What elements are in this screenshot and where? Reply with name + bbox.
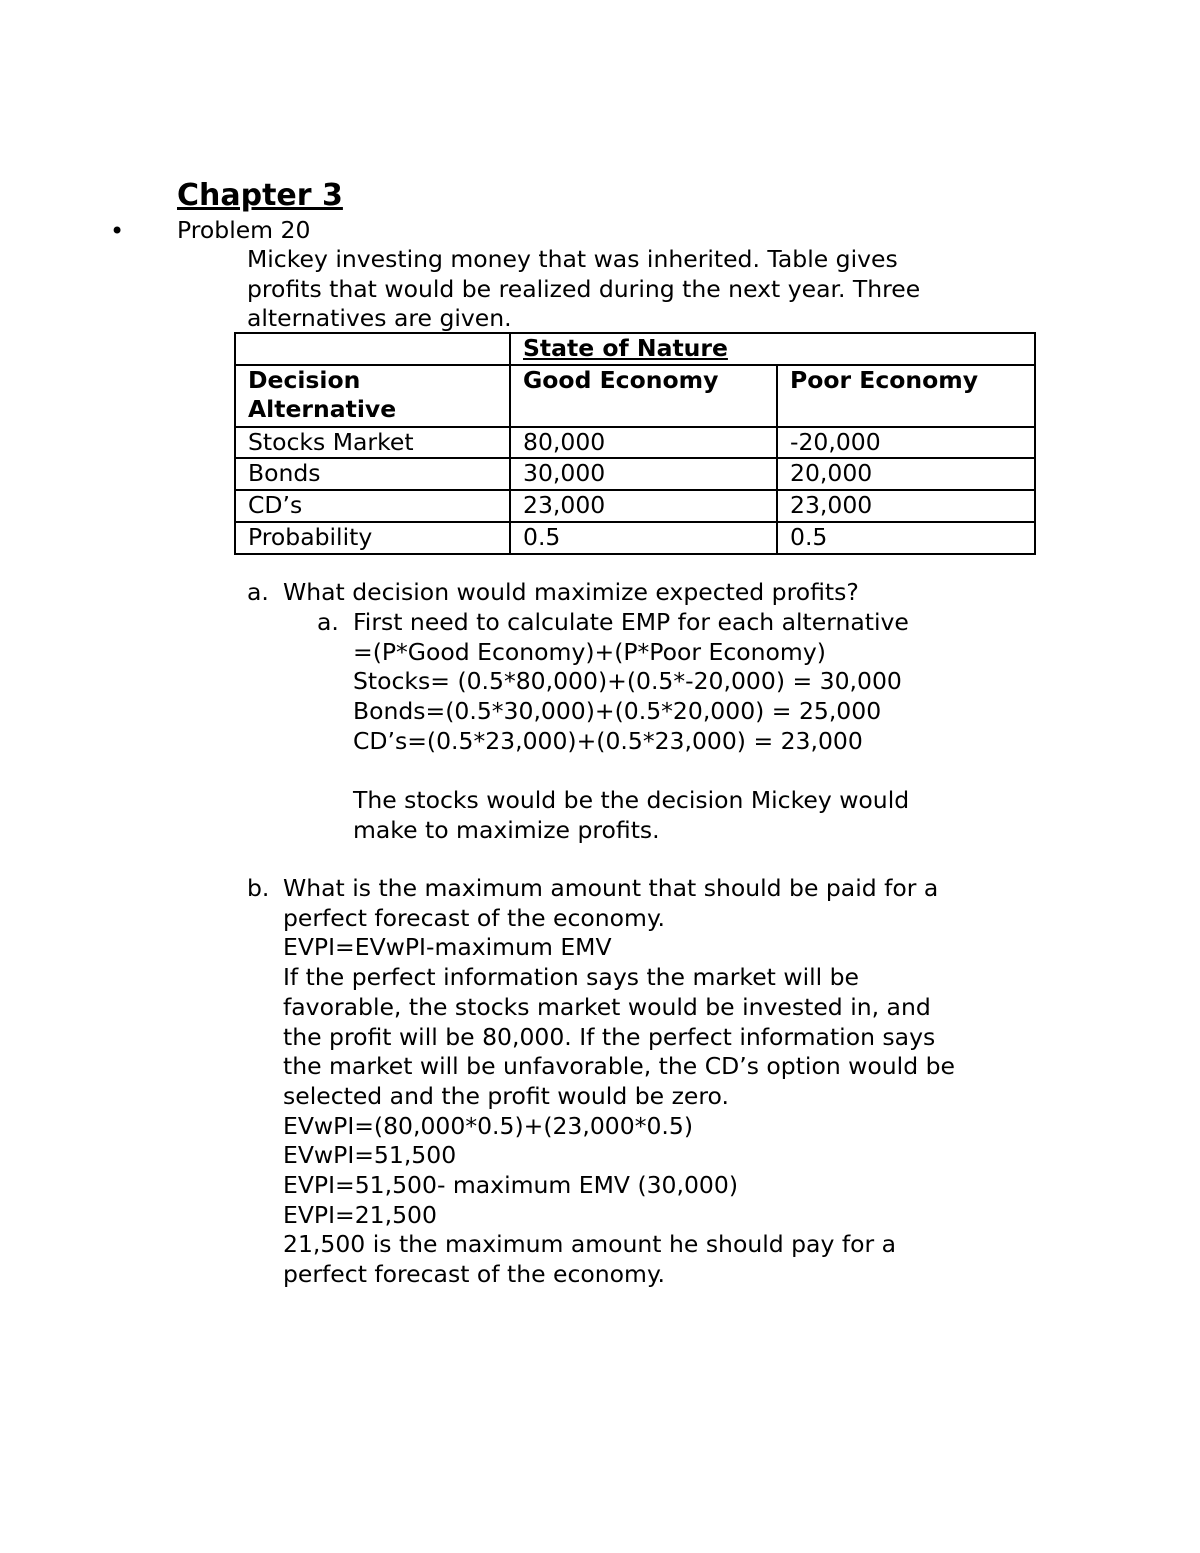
table-cell-empty: [235, 333, 510, 365]
part-a-question: What decision would maximize expected profits?: [283, 578, 859, 606]
solution-line: EVwPI=51,500: [283, 1141, 457, 1170]
chapter-title: Chapter 3: [177, 178, 343, 213]
table-row: [235, 490, 1035, 522]
solution-line: [353, 757, 909, 787]
table-row: [235, 427, 1035, 459]
solution-line: First need to calculate EMP for each alternative: [353, 608, 909, 636]
poor-value: 20,000: [777, 458, 1035, 490]
good-value: 23,000: [510, 490, 777, 522]
intro-line: alternatives are given.: [247, 304, 512, 333]
part-a-sub-marker: a.: [317, 608, 339, 636]
intro-line: profits that would be realized during the next year. Three: [247, 274, 921, 303]
table-row-header: [235, 365, 1035, 427]
row-label: Bonds: [235, 458, 510, 490]
solution-line: CD’s=(0.5*23,000)+(0.5*23,000) = 23,000: [353, 726, 863, 755]
solution-line: EVwPI=(80,000*0.5)+(23,000*0.5): [283, 1111, 693, 1140]
state-of-nature-header: State of Nature: [510, 333, 1035, 365]
good-value: 80,000: [510, 427, 777, 459]
part-a-solution: [353, 608, 909, 846]
part-b-marker: b.: [247, 874, 270, 902]
part-a-marker: a.: [247, 578, 269, 606]
solution-line: the profit will be 80,000. If the perfect information says: [283, 1022, 936, 1051]
solution-line: the market will be unfavorable, the CD’s option would be: [283, 1052, 955, 1081]
solution-line: perfect forecast of the economy.: [283, 903, 665, 932]
solution-line: EVPI=51,500- maximum EMV (30,000): [283, 1171, 739, 1200]
solution-line: The stocks would be the decision Mickey would: [353, 786, 910, 815]
solution-line: If the perfect information says the market will be: [283, 963, 860, 992]
solution-line: perfect forecast of the economy.: [283, 1260, 665, 1289]
good-value: 30,000: [510, 458, 777, 490]
solution-line: What is the maximum amount that should be paid for a: [283, 874, 939, 902]
poor-value: 23,000: [777, 490, 1035, 522]
payoff-table: [234, 332, 1036, 555]
decision-alternative-header: Decision Alternative: [235, 365, 510, 427]
solution-line: favorable, the stocks market would be invested in, and: [283, 992, 931, 1021]
solution-line: Bonds=(0.5*30,000)+(0.5*20,000) = 25,000: [353, 697, 882, 726]
bullet-icon: •: [110, 217, 125, 245]
good-economy-header: Good Economy: [510, 365, 777, 427]
good-value: 0.5: [510, 522, 777, 554]
solution-line: selected and the profit would be zero.: [283, 1081, 729, 1110]
poor-value: -20,000: [777, 427, 1035, 459]
problem-label: Problem 20: [177, 216, 311, 244]
solution-line: make to maximize profits.: [353, 815, 660, 844]
solution-line: =(P*Good Economy)+(P*Poor Economy): [353, 637, 826, 666]
intro-line: Mickey investing money that was inherited. Table gives: [247, 245, 898, 273]
table-row: [235, 458, 1035, 490]
row-label: CD’s: [235, 490, 510, 522]
solution-line: 21,500 is the maximum amount he should pay for a: [283, 1230, 897, 1259]
solution-line: EVPI=21,500: [283, 1200, 437, 1229]
row-label: Stocks Market: [235, 427, 510, 459]
solution-line: EVPI=EVwPI-maximum EMV: [283, 933, 612, 962]
table-row: [235, 522, 1035, 554]
row-label: Probability: [235, 522, 510, 554]
poor-economy-header: Poor Economy: [777, 365, 1035, 427]
solution-line: Stocks= (0.5*80,000)+(0.5*-20,000) = 30,000: [353, 667, 902, 696]
table-row-state: [235, 333, 1035, 365]
poor-value: 0.5: [777, 522, 1035, 554]
problem-intro: [247, 245, 1037, 334]
part-b-solution: [283, 874, 955, 1290]
